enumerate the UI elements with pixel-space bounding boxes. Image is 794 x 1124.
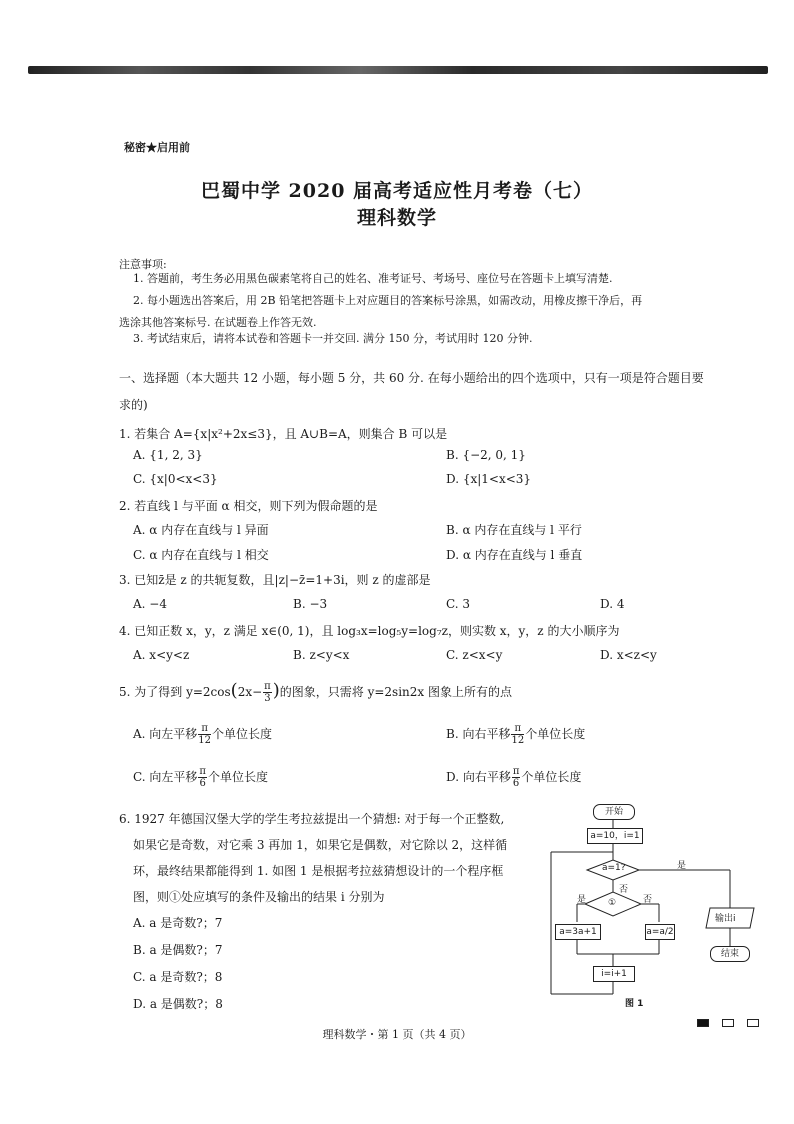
q1-option-b: B. {−2, 0, 1}: [446, 448, 526, 462]
page-marker-empty: [747, 1019, 759, 1027]
page-footer: 理科数学・第 1 页（共 4 页）: [322, 1028, 472, 1041]
flowchart-yes2: 是: [577, 895, 587, 905]
q4-option-d: D. x<z<y: [600, 648, 657, 662]
q3-option-c: C. 3: [446, 597, 471, 611]
flowchart-cond: a=1?: [602, 863, 626, 873]
q5-stem-pre: 5. 为了得到 y=2cos: [119, 685, 231, 699]
q5-option-d: D. 向右平移 $\frac{\pi}{6}$ 个单位长度: [446, 766, 582, 789]
flowchart-cond2: ①: [608, 898, 617, 908]
q5-stem-post: 的图象，只需将 y=2sin2x 图象上所有的点: [279, 685, 512, 699]
question-5-stem: 5. 为了得到 y=2cos(2x− $\frac{\pi}{3}$ )的图象，只需将 y=2sin2x 图象上所有的点: [119, 680, 512, 704]
q2-option-a: A. α 内存在直线与 l 异面: [133, 523, 269, 537]
q1-option-a: A. {1, 2, 3}: [133, 448, 203, 462]
q5-option-a: A. 向左平移 $\frac{\pi}{12}$ 个单位长度: [133, 723, 273, 746]
q5-option-c: C. 向左平移 $\frac{\pi}{6}$ 个单位长度: [133, 766, 268, 789]
q6-option-b: B. a 是偶数?；7: [133, 943, 223, 957]
question-6-stem-line: 图，则①处应填写的条件及输出的结果 i 分别为: [133, 890, 385, 904]
question-6-stem-line: 如果它是奇数，对它乘 3 再加 1，如果它是偶数，对它除以 2，这样循: [133, 838, 508, 852]
page-marker-filled: [697, 1019, 709, 1027]
q5-fraction: $\frac{\pi}{3}$: [264, 681, 271, 704]
exam-subtitle: 理科数学: [356, 207, 437, 229]
q3-option-b: B. −3: [293, 597, 328, 611]
flowchart-odd-op: a=3a+1: [555, 924, 601, 940]
q2-option-b: B. α 内存在直线与 l 平行: [446, 523, 582, 537]
flowchart-init: a=10，i=1: [587, 828, 643, 844]
flowchart-caption: 图 1: [625, 999, 644, 1009]
q2-option-c: C. α 内存在直线与 l 相交: [133, 548, 269, 562]
q6-option-d: D. a 是偶数?；8: [133, 997, 223, 1011]
q5-option-b: B. 向右平移 $\frac{\pi}{12}$ 个单位长度: [446, 723, 586, 746]
q1-option-c: C. {x|0<x<3}: [133, 472, 218, 486]
question-1-stem: 1. 若集合 A={x|x²+2x≤3}，且 A∪B=A，则集合 B 可以是: [119, 427, 448, 441]
q1-option-d: D. {x|1<x<3}: [446, 472, 532, 486]
question-6-stem-line: 6. 1927 年德国汉堡大学的学生考拉兹提出一个猜想: 对于每一个正整数,: [119, 812, 505, 826]
q3-option-d: D. 4: [600, 597, 625, 611]
q3-option-a: A. −4: [133, 597, 167, 611]
question-3-stem: 3. 已知z̄是 z 的共轭复数，且|z|−z̄=1+3i，则 z 的虚部是: [119, 573, 431, 587]
flowchart-output: 输出i: [715, 914, 736, 924]
flowchart: [547, 800, 777, 1009]
q4-option-c: C. z<x<y: [446, 648, 503, 662]
notice-item: 1. 答题前，考生务必用黑色碳素笔将自己的姓名、准考证号、考场号、座位号在答题卡上填写清楚.: [133, 272, 613, 285]
flowchart-increment: i=i+1: [593, 966, 635, 982]
notice-item: 3. 考试结束后，请将本试卷和答题卡一并交回. 满分 150 分，考试用时 120 分钟.: [133, 332, 533, 345]
section-heading-cont: 求的): [119, 398, 148, 412]
flowchart-start: 开始: [593, 804, 635, 820]
q2-option-d: D. α 内存在直线与 l 垂直: [446, 548, 583, 562]
q5-stem-mid: 2x−: [237, 685, 263, 699]
page-marker-empty: [722, 1019, 734, 1027]
flowchart-even-op: a=a/2: [645, 924, 675, 940]
q4-option-b: B. z<y<x: [293, 648, 350, 662]
question-4-stem: 4. 已知正数 x，y，z 满足 x∈(0, 1)，且 log₃x=log₅y=log₇z，则实数 x，y，z 的大小顺序为: [119, 624, 620, 638]
flowchart-end: 结束: [710, 946, 750, 962]
flowchart-no2: 否: [643, 895, 653, 905]
flowchart-no: 否: [619, 885, 629, 895]
notice-item: 2. 每小题选出答案后，用 2B 铅笔把答题卡上对应题目的答案标号涂黑，如需改动，用橡皮擦干净后，再: [133, 294, 643, 307]
secret-label: 秘密★启用前: [124, 141, 190, 154]
q6-option-c: C. a 是奇数?；8: [133, 970, 223, 984]
question-6-stem-line: 环，最终结果都能得到 1. 如图 1 是根据考拉兹猜想设计的一个程序框: [133, 864, 504, 878]
notice-item: 选涂其他答案标号. 在试题卷上作答无效.: [119, 316, 317, 329]
question-2-stem: 2. 若直线 l 与平面 α 相交，则下列为假命题的是: [119, 499, 378, 513]
q6-option-a: A. a 是奇数?；7: [133, 916, 223, 930]
flowchart-yes: 是: [677, 861, 687, 871]
q4-option-a: A. x<y<z: [133, 648, 190, 662]
section-heading: 一、选择题（本大题共 12 小题，每小题 5 分，共 60 分. 在每小题给出的四个选项中，只有一项是符合题目要: [119, 371, 704, 385]
notice-heading: 注意事项:: [119, 258, 167, 271]
exam-title: 巴蜀中学 2020 届高考适应性月考卷（七）: [200, 180, 594, 202]
scan-top-bar: [28, 66, 768, 74]
